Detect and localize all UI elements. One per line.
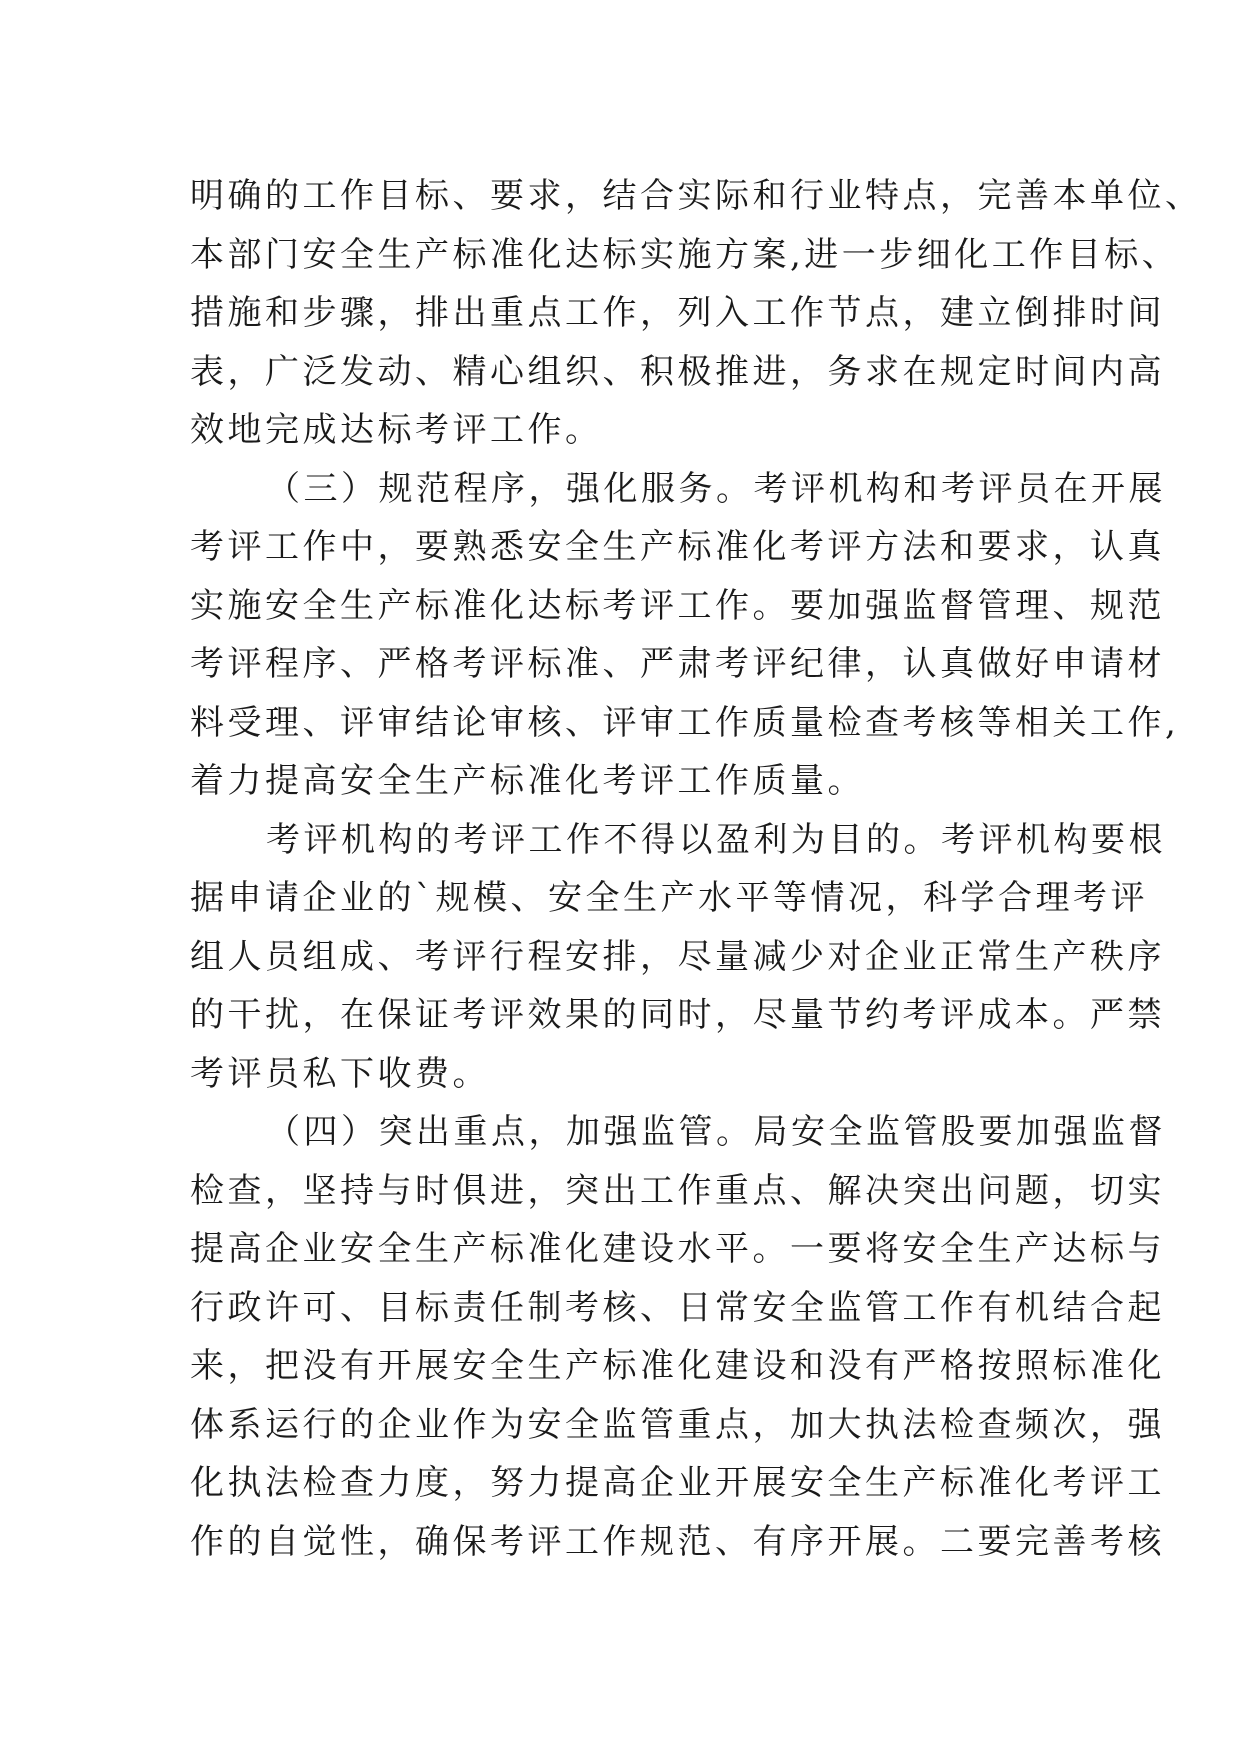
text-line: 实施安全生产标准化达标考评工作。要加强监督管理、规范: [190, 585, 1165, 626]
text-line: 考评机构的考评工作不得以盈利为目的。考评机构要根: [266, 819, 1166, 860]
text-line: 考评员私下收费。: [190, 1053, 490, 1094]
text-line: 提高企业安全生产标准化建设水平。一要将安全生产达标与: [190, 1229, 1165, 1269]
text-line: 表，广泛发动、精心组织、积极推进，务求在规定时间内高: [190, 351, 1165, 392]
body-text: [190, 167, 1203, 1571]
text-line: 明确的工作目标、要求，结合实际和行业特点，完善本单位、: [190, 176, 1203, 216]
text-line: 措施和步骤，排出重点工作，列入工作节点，建立倒排时间: [190, 293, 1165, 333]
text-line: 本部门安全生产标准化达标实施方案,进一步细化工作目标、: [190, 234, 1180, 275]
text-line: 体系运行的企业作为安全监管重点，加大执法检查频次，强: [190, 1404, 1165, 1445]
text-line: 着力提高安全生产标准化考评工作质量。: [190, 761, 865, 801]
text-line: （四）突出重点，加强监管。局安全监管股要加强监督: [266, 1112, 1166, 1152]
text-line: 作的自觉性，确保考评工作规范、有序开展。二要完善考核: [190, 1521, 1165, 1562]
text-line: 的干扰，在保证考评效果的同时，尽量节约考评成本。严禁: [190, 995, 1165, 1035]
text-line: 效地完成达标考评工作。: [190, 410, 603, 450]
text-line: 组人员组成、考评行程安排，尽量减少对企业正常生产秩序: [190, 936, 1165, 977]
text-line: 考评程序、严格考评标准、严肃考评纪律，认真做好申请材: [190, 644, 1165, 684]
text-line: 检查，坚持与时俱进，突出工作重点、解决突出问题，切实: [190, 1170, 1165, 1211]
text-line: 行政许可、目标责任制考核、日常安全监管工作有机结合起: [190, 1287, 1165, 1328]
text-line: 料受理、评审结论审核、评审工作质量检查考核等相关工作,: [190, 702, 1180, 743]
text-line: 来，把没有开展安全生产标准化建设和没有严格按照标准化: [190, 1346, 1165, 1386]
text-line: 化执法检查力度，努力提高企业开展安全生产标准化考评工: [190, 1463, 1165, 1503]
text-line: 考评工作中，要熟悉安全生产标准化考评方法和要求，认真: [190, 527, 1165, 567]
text-line: 据申请企业的`规模、安全生产水平等情况，科学合理考评: [190, 878, 1148, 918]
text-line: （三）规范程序，强化服务。考评机构和考评员在开展: [266, 468, 1166, 509]
